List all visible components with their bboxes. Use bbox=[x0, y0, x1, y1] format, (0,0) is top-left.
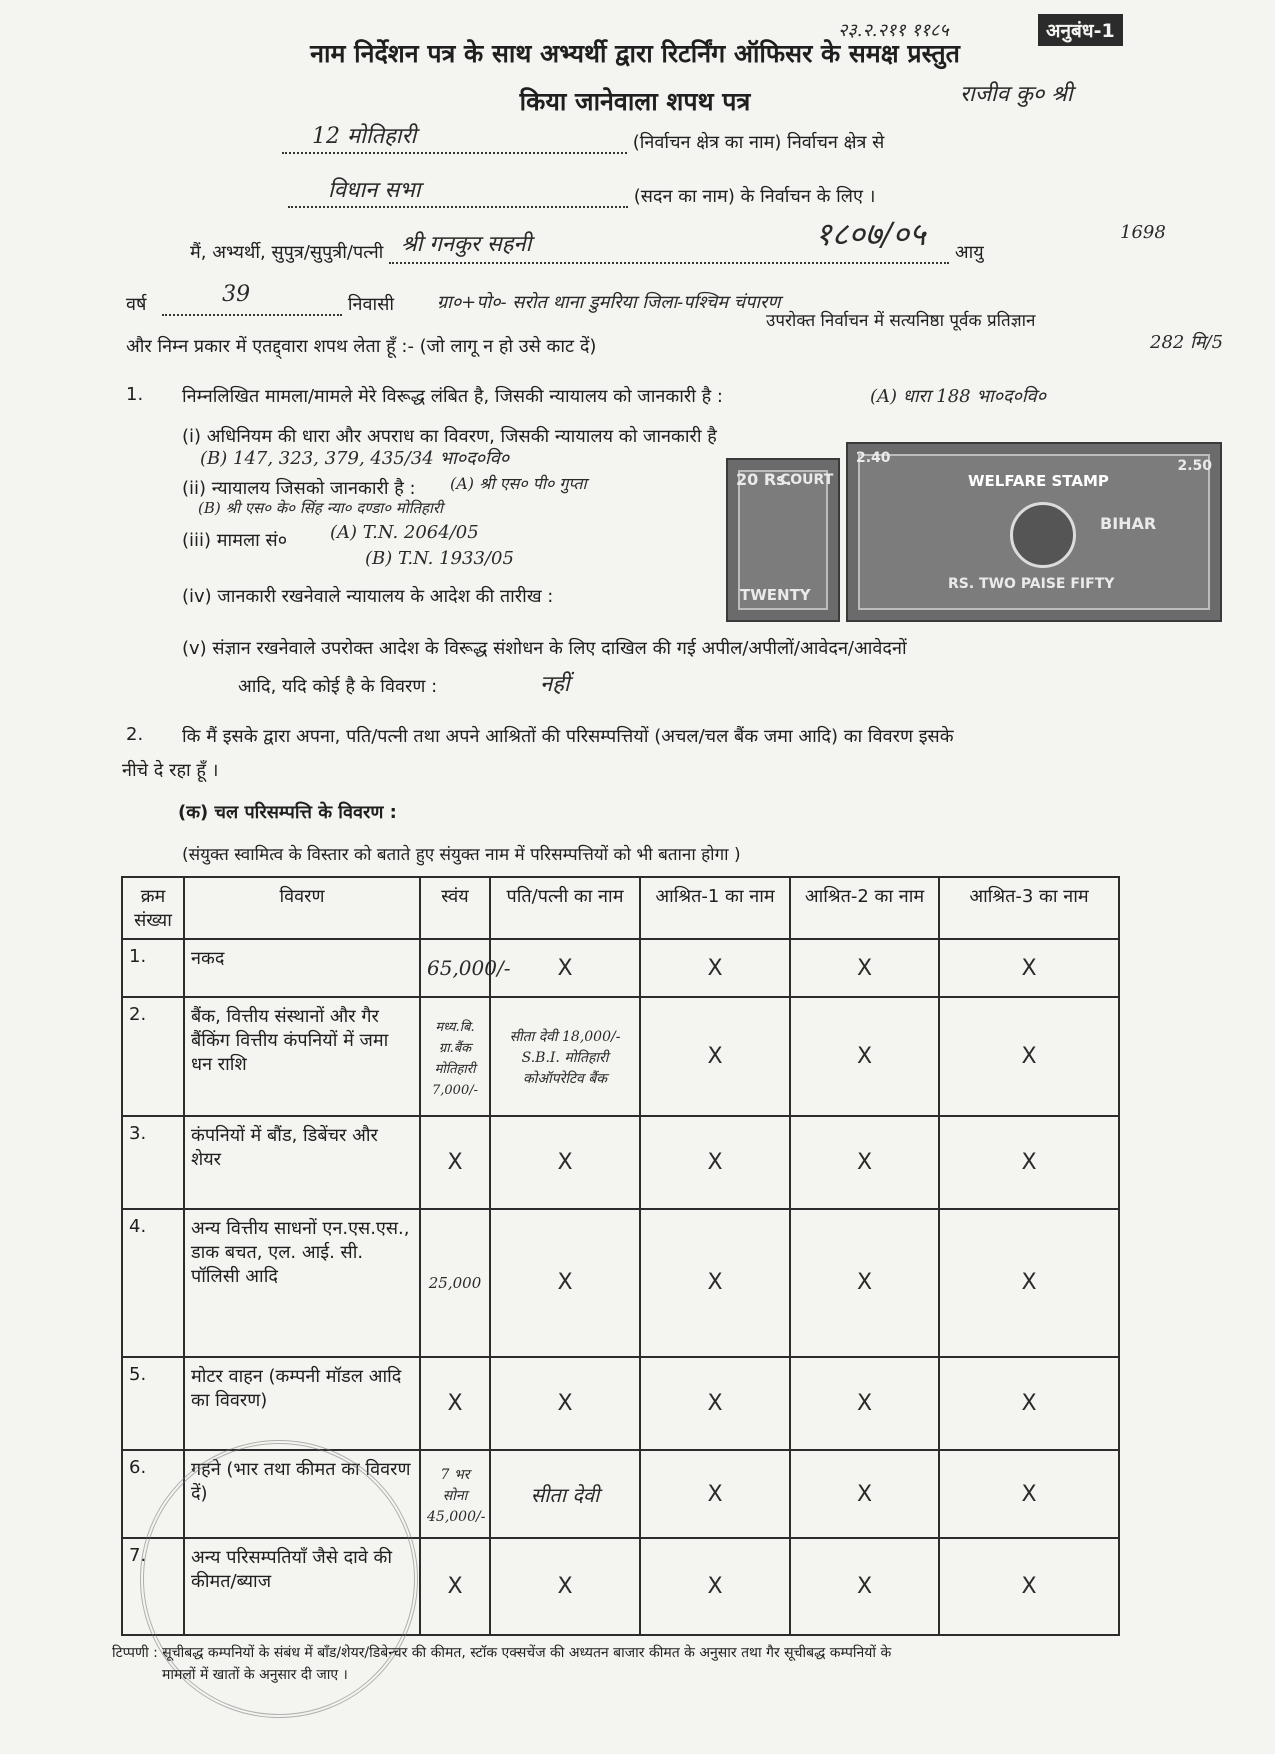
row-number: 5. bbox=[122, 1357, 184, 1450]
row-dependent-1: X bbox=[707, 1044, 723, 1070]
top-handwritten-note: २३.२.२११ ११८५ bbox=[838, 20, 949, 41]
row-number: 6. bbox=[122, 1450, 184, 1539]
house-value: विधान सभा bbox=[328, 178, 421, 203]
item-ii-handwriting-2: (B) श्री एस० के० सिंह न्या० दण्डा० मोतिहारी bbox=[198, 499, 443, 517]
age-label: आयु bbox=[954, 242, 984, 263]
row-self: X bbox=[447, 1391, 463, 1417]
margin-signature: १८०७/०५ bbox=[815, 215, 926, 253]
address-value: ग्रा०+पो०- सरोत थाना डुमरिया जिला-पश्चिम चंपारण bbox=[437, 292, 781, 313]
row-self: मध्य.बि. ग्रा.बैंक मोतिहारी 7,000/- bbox=[432, 1019, 478, 1098]
court-fee-value: 20 Rs. bbox=[736, 470, 792, 489]
constituency-label: (निर्वाचन क्षेत्र का नाम) निर्वाचन क्षेत्र से bbox=[632, 132, 885, 153]
row-self: X bbox=[447, 1149, 463, 1175]
year-row bbox=[126, 282, 395, 316]
oath-text-1: उपरोक्त निर्वाचन में सत्यनिष्ठा पूर्वक प्रतिज्ञान bbox=[766, 311, 1036, 331]
item-v-handwriting: नहीं bbox=[540, 672, 570, 697]
row-self: 25,000 bbox=[428, 1274, 482, 1293]
row-dependent-3: X bbox=[1021, 1391, 1037, 1417]
row-spouse: सीता देवी 18,000/- S.B.I. मोतिहारी कोऑपरेटिव बैंक bbox=[509, 1029, 621, 1088]
row-description: नकद bbox=[184, 939, 420, 997]
house-row bbox=[288, 178, 876, 208]
row-description: कंपनियों में बौंड, डिबेंचर और शेयर bbox=[184, 1116, 420, 1209]
row-dependent-1: X bbox=[707, 1481, 723, 1507]
row-number: 2. bbox=[122, 997, 184, 1116]
welfare-stamp bbox=[846, 442, 1222, 622]
joint-ownership-note: (संयुक्त स्वामित्व के विस्तार को बताते हुए संयुक्त नाम में परिसम्पत्तियों को भी बताना होगा ) bbox=[182, 845, 741, 865]
table-row bbox=[122, 1209, 1119, 1358]
row-description: अन्य परिसम्पतियाँ जैसे दावे की कीमत/ब्याज bbox=[184, 1538, 420, 1635]
constituency-value: 12 मोतिहारी bbox=[312, 124, 417, 149]
row-dependent-3: X bbox=[1021, 1574, 1037, 1600]
margin-code: 282 मि/5 bbox=[1150, 332, 1224, 353]
constituency-row bbox=[282, 124, 885, 154]
header-dependent-2: आश्रित-2 का नाम bbox=[790, 877, 939, 939]
welfare-title: WELFARE STAMP bbox=[968, 472, 1109, 490]
item-i-handwriting: (B) 147, 323, 379, 435/34 भा०द०वि० bbox=[200, 448, 510, 469]
margin-number: 1698 bbox=[1120, 222, 1166, 243]
header-description: विवरण bbox=[184, 877, 420, 939]
row-dependent-1: X bbox=[707, 955, 723, 981]
oath-text-2: और निम्न प्रकार में एतद्द्वारा शपथ लेता हूँ :- (जो लागू न हो उसे काट दें) bbox=[126, 336, 597, 357]
row-dependent-3: X bbox=[1021, 1270, 1037, 1296]
year-label: वर्ष bbox=[126, 294, 147, 315]
row-description: बैंक, वित्तीय संस्थानों और गैर बैंकिंग वित्तीय कंपनियों में जमा धन राशि bbox=[184, 997, 420, 1116]
footnote-line-2: मामलों में खातों के अनुसार दी जाए । bbox=[162, 1667, 348, 1683]
row-dependent-2: X bbox=[856, 1391, 873, 1417]
row-dependent-2: X bbox=[856, 1481, 873, 1507]
candidate-prefix: मैं, अभ्यर्थी, सुपुत्र/सुपुत्री/पत्नी bbox=[190, 242, 384, 263]
table-row bbox=[122, 1116, 1119, 1209]
row-dependent-2: X bbox=[856, 1044, 873, 1070]
page-title-line2: किया जानेवाला शपथ पत्र bbox=[519, 87, 751, 116]
court-fee-stamp bbox=[726, 458, 840, 622]
row-number: 3. bbox=[122, 1116, 184, 1209]
row-dependent-3: X bbox=[1021, 955, 1037, 981]
row-spouse: X bbox=[557, 1574, 573, 1600]
item-v-label: (v) संज्ञान रखनेवाले उपरोक्त आदेश के विरूद्ध संशोधन के लिए दाखिल की गई अपील/अपीलों/आवेदन/आवेदनों bbox=[182, 638, 907, 659]
section2-text-2: नीचे दे रहा हूँ । bbox=[122, 760, 219, 781]
candidate-name: श्री गनकुर सहनी bbox=[401, 232, 532, 257]
item-v-label-2: आदि, यदि कोई है के विवरण : bbox=[238, 676, 438, 697]
item-iii-handwriting-1: (A) T.N. 2064/05 bbox=[330, 522, 479, 543]
item-iii-label: (iii) मामला सं० bbox=[182, 530, 288, 551]
court-fee-bottom: TWENTY bbox=[740, 586, 811, 604]
welfare-region: BIHAR bbox=[1100, 514, 1157, 533]
table-row bbox=[122, 1357, 1119, 1450]
row-dependent-1: X bbox=[707, 1391, 723, 1417]
row-description: अन्य वित्तीय साधनों एन.एस.एस., डाक बचत, एल. आई. सी. पॉलिसी आदि bbox=[184, 1209, 420, 1358]
welfare-emblem-icon bbox=[1010, 502, 1076, 568]
resident-label: निवासी bbox=[347, 294, 395, 315]
footnote bbox=[112, 1642, 1112, 1686]
header-self: स्वंय bbox=[420, 877, 490, 939]
row-number: 1. bbox=[122, 939, 184, 997]
welfare-value-right: 2.50 bbox=[1177, 458, 1212, 474]
header-dependent-3: आश्रित-3 का नाम bbox=[939, 877, 1119, 939]
row-self: X bbox=[447, 1574, 463, 1600]
header-serial: क्रम संख्या bbox=[122, 877, 184, 939]
row-dependent-2: X bbox=[856, 955, 873, 981]
row-spouse: X bbox=[557, 1391, 573, 1417]
section1-intro-handwriting: (A) धारा 188 भा०द०वि० bbox=[870, 386, 1046, 407]
top-handwritten-name: राजीव कु० श्री bbox=[960, 82, 1073, 107]
row-dependent-2: X bbox=[856, 1574, 873, 1600]
row-description: मोटर वाहन (कम्पनी मॉडल आदि का विवरण) bbox=[184, 1357, 420, 1450]
welfare-value-left: 2.40 bbox=[856, 450, 891, 466]
welfare-bottom: RS. TWO PAISE FIFTY bbox=[948, 576, 1115, 592]
item-iv-label: (iv) जानकारी रखनेवाले न्यायालय के आदेश की तारीख : bbox=[182, 586, 554, 607]
row-spouse: X bbox=[557, 1149, 573, 1175]
section1-intro: निम्नलिखित मामला/मामले मेरे विरूद्ध लंबित है, जिसकी न्यायालय को जानकारी है : bbox=[182, 386, 723, 407]
row-dependent-3: X bbox=[1021, 1044, 1037, 1070]
table-row bbox=[122, 997, 1119, 1116]
item-ii-label: (ii) न्यायालय जिसको जानकारी है : bbox=[182, 478, 416, 499]
item-iii-handwriting-2: (B) T.N. 1933/05 bbox=[365, 548, 514, 569]
row-dependent-3: X bbox=[1021, 1149, 1037, 1175]
row-spouse: X bbox=[557, 955, 573, 981]
row-self: 7 भर सोना 45,000/- bbox=[427, 1466, 486, 1525]
row-spouse: X bbox=[557, 1270, 573, 1296]
row-dependent-1: X bbox=[707, 1574, 723, 1600]
house-label: (सदन का नाम) के निर्वाचन के लिए । bbox=[633, 186, 876, 207]
page-title-line1: नाम निर्देशन पत्र के साथ अभ्यर्थी द्वारा रिटर्निंग ऑफिसर के समक्ष प्रस्तुत bbox=[310, 39, 960, 68]
header-dependent-1: आश्रित-1 का नाम bbox=[640, 877, 790, 939]
movable-assets-heading: (क) चल परिसम्पत्ति के विवरण : bbox=[178, 802, 397, 823]
row-dependent-2: X bbox=[856, 1149, 873, 1175]
annexure-badge: अनुबंध-1 bbox=[1038, 14, 1123, 46]
row-dependent-1: X bbox=[707, 1270, 723, 1296]
row-spouse: सीता देवी bbox=[530, 1482, 600, 1507]
row-dependent-3: X bbox=[1021, 1481, 1037, 1507]
section2-text-1: कि मैं इसके द्वारा अपना, पति/पत्नी तथा अपने आश्रितों की परिसम्पत्तियों (अचल/चल बैंक जमा आदि) का विवरण इसके bbox=[182, 726, 954, 747]
item-ii-handwriting-1: (A) श्री एस० पी० गुप्ता bbox=[450, 474, 587, 493]
item-i-label: (i) अधिनियम की धारा और अपराध का विवरण, जिसकी न्यायालय को जानकारी है bbox=[182, 426, 717, 447]
row-dependent-1: X bbox=[707, 1149, 723, 1175]
table-row bbox=[122, 939, 1119, 997]
row-dependent-2: X bbox=[856, 1270, 873, 1296]
row-number: 7. bbox=[122, 1538, 184, 1635]
row-description: गहने (भार तथा कीमत का विवरण दें) bbox=[184, 1450, 420, 1539]
row-number: 4. bbox=[122, 1209, 184, 1358]
footnote-line-1: टिप्पणी : सूचीबद्ध कम्पनियों के संबंध में बाँड/शेयर/डिबेन्चर की कीमत, स्टॉक एक्सचेंज की अध्यतन बाजार कीमत के अनुसार तथा गैर सूचीबद्ध कम्पनियों के bbox=[112, 1645, 892, 1661]
section1-number: 1. bbox=[126, 384, 144, 405]
section2-number: 2. bbox=[126, 724, 144, 745]
header-spouse: पति/पत्नी का नाम bbox=[490, 877, 640, 939]
court-fee-text: COURT bbox=[780, 472, 834, 488]
table-header-row bbox=[122, 877, 1119, 939]
row-self: 65,000/- bbox=[427, 956, 511, 981]
age-value: 39 bbox=[222, 282, 251, 307]
